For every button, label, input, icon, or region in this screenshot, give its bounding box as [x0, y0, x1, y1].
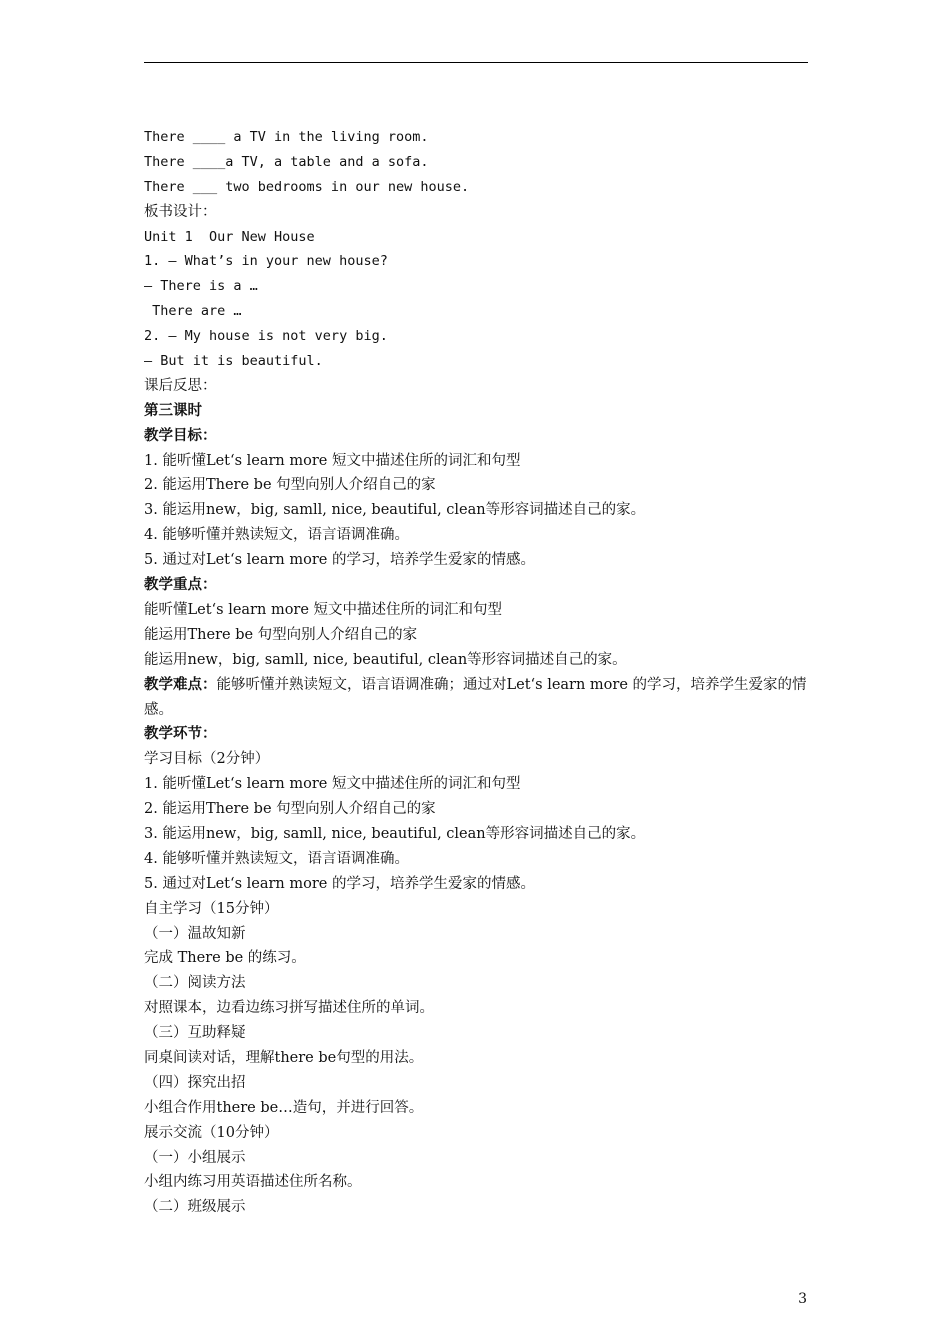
board-line: 1. — What’s in your new house? — [144, 253, 388, 270]
list-item: 3. 能运用new，big, samll, nice, beautiful, clean等形容词描述自己的家。 — [144, 825, 646, 842]
stage-label: 自主学习（15分钟） — [144, 900, 279, 917]
paragraph-line: 对照课本，边看边练习拼写描述住所的单词。 — [144, 1000, 434, 1017]
sub-stage-label: （二）阅读方法 — [144, 975, 246, 992]
list-item: 4. 能够听懂并熟读短文，语言语调准确。 — [144, 527, 409, 544]
section-label: 板书设计： — [144, 203, 217, 220]
board-line: Unit 1 Our New House — [144, 228, 315, 245]
section-label: 课后反思： — [144, 377, 217, 394]
list-item: 1. 能听懂Let‘s learn more 短文中描述住所的词汇和句型 — [144, 776, 521, 793]
section-heading: 教学环节： — [144, 725, 217, 743]
stage-label: 学习目标（2分钟） — [144, 751, 270, 768]
header-rule — [144, 62, 808, 63]
list-item: 4. 能够听懂并熟读短文，语言语调准确。 — [144, 850, 409, 867]
exercise-line: There ____a TV, a table and a sofa. — [144, 153, 429, 170]
paragraph-text: 能够听懂并熟读短文，语言语调准确；通过对Let‘s learn more 的学习，培养学生爱家的情感。 — [144, 676, 807, 718]
list-item: 5. 通过对Let‘s learn more 的学习，培养学生爱家的情感。 — [144, 552, 535, 569]
list-item: 2. 能运用There be 句型向别人介绍自己的家 — [144, 477, 436, 494]
paragraph-line: 同桌间读对话，理解there be句型的用法。 — [144, 1049, 424, 1066]
list-item: 2. 能运用There be 句型向别人介绍自己的家 — [144, 801, 436, 818]
sub-stage-label: （一）温故知新 — [144, 925, 246, 942]
paragraph-line: 小组内练习用英语描述住所名称。 — [144, 1174, 362, 1191]
paragraph-line: 能运用There be 句型向别人介绍自己的家 — [144, 626, 418, 643]
exercise-line: There ____ a TV in the living room. — [144, 129, 429, 145]
difficulty-paragraph — [144, 673, 808, 723]
lesson-heading: 第三课时 — [144, 401, 202, 419]
sub-stage-label: （三）互助释疑 — [144, 1025, 246, 1042]
section-heading: 教学难点： — [144, 675, 217, 693]
sub-stage-label: （四）探究出招 — [144, 1074, 246, 1091]
paragraph-line: 完成 There be 的练习。 — [144, 950, 306, 967]
paragraph-line: 能运用new，big, samll, nice, beautiful, clean等形容词描述自己的家。 — [144, 651, 627, 668]
list-item: 1. 能听懂Let‘s learn more 短文中描述住所的词汇和句型 — [144, 452, 521, 469]
board-line: — But it is beautiful. — [144, 353, 323, 370]
stage-label: 展示交流（10分钟） — [144, 1124, 279, 1141]
sub-stage-label: （一）小组展示 — [144, 1149, 246, 1166]
section-heading: 教学目标： — [144, 426, 217, 444]
section-heading: 教学重点： — [144, 576, 217, 594]
exercise-line: There ___ two bedrooms in our new house. — [144, 178, 470, 195]
list-item: 3. 能运用new，big, samll, nice, beautiful, clean等形容词描述自己的家。 — [144, 502, 646, 519]
document-body — [144, 125, 808, 1220]
list-item: 5. 通过对Let‘s learn more 的学习，培养学生爱家的情感。 — [144, 875, 535, 892]
board-line: — There is a … — [144, 278, 258, 295]
board-line: 2. — My house is not very big. — [144, 328, 388, 345]
page-number: 3 — [798, 1291, 807, 1307]
sub-stage-label: （二）班级展示 — [144, 1199, 246, 1216]
board-line: There are … — [144, 303, 242, 320]
paragraph-line: 小组合作用there be…造句，并进行回答。 — [144, 1099, 424, 1116]
paragraph-line: 能听懂Let‘s learn more 短文中描述住所的词汇和句型 — [144, 601, 503, 618]
